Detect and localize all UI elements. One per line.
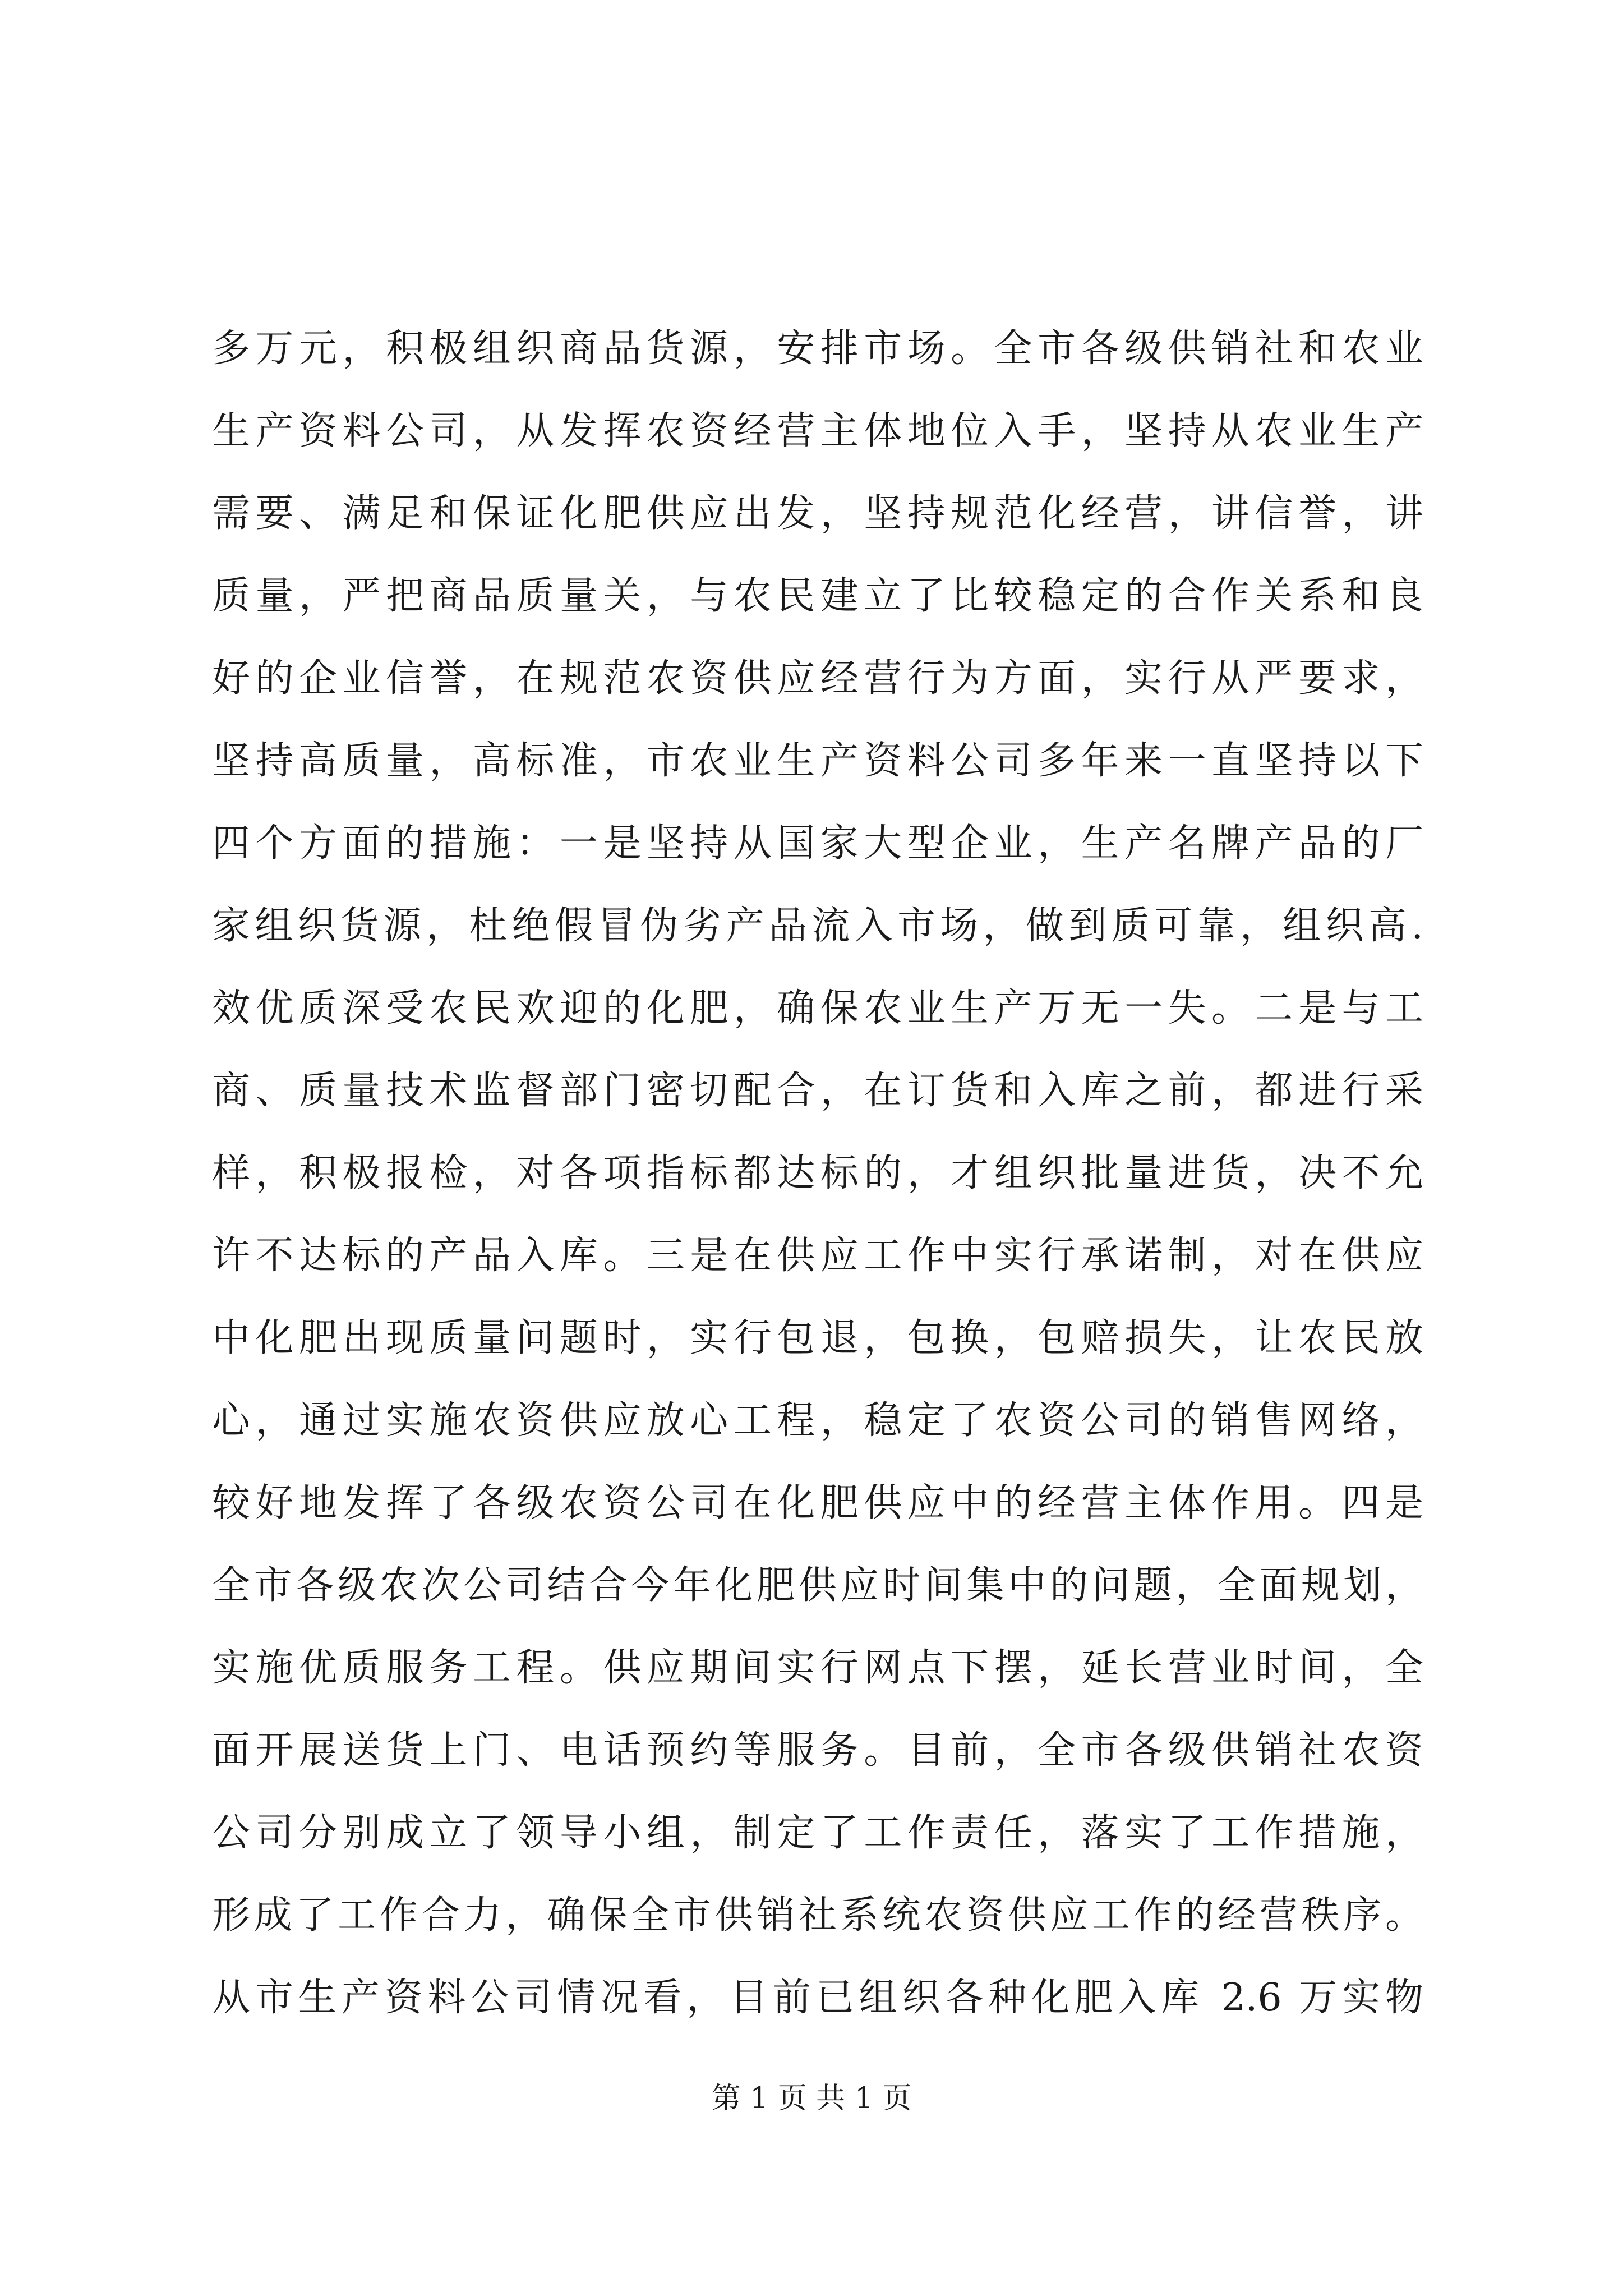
text-line: 心，通过实施农资供应放心工程，稳定了农资公司的销售网络，: [212, 1398, 1423, 1443]
text-line: 四个方面的措施：一是坚持从国家大型企业，生产名牌产品的厂: [212, 821, 1423, 866]
body-paragraph: [212, 307, 1423, 2039]
page-number-label: 第 1 页 共 1 页: [711, 2082, 912, 2115]
text-line: 质量，严把商品质量关，与农民建立了比较稳定的合作关系和良: [212, 574, 1423, 618]
text-line: 商、质量技术监督部门密切配合，在订货和入库之前，都进行采: [212, 1069, 1423, 1113]
text-line: 多万元，积极组织商品货源，安排市场。全市各级供销社和农业: [212, 326, 1423, 371]
text-line: 生产资料公司，从发挥农资经营主体地位入手，坚持从农业生产: [212, 409, 1423, 453]
text-line: 公司分别成立了领导小组，制定了工作责任，落实了工作措施，: [212, 1811, 1423, 1855]
text-line: 中化肥出现质量问题时，实行包退，包换，包赔损失，让农民放: [212, 1316, 1423, 1360]
text-line: 效优质深受农民欢迎的化肥，确保农业生产万无一失。二是与工: [212, 986, 1423, 1030]
text-line: 样，积极报检，对各项指标都达标的，才组织批量进货，决不允: [212, 1151, 1423, 1195]
text-line: 坚持高质量，高标准，市农业生产资料公司多年来一直坚持以下: [212, 739, 1423, 783]
text-line: 从市生产资料公司情况看，目前已组织各种化肥入库 2.6 万实物: [212, 1976, 1423, 2020]
text-line: 需要、满足和保证化肥供应出发，坚持规范化经营，讲信誉，讲: [212, 491, 1423, 536]
text-line: 较好地发挥了各级农资公司在化肥供应中的经营主体作用。四是: [212, 1481, 1423, 1525]
page-footer: [0, 2079, 1623, 2118]
text-line: 好的企业信誉，在规范农资供应经营行为方面，实行从严要求，: [212, 656, 1423, 701]
text-line: 全市各级农次公司结合今年化肥供应时间集中的问题，全面规划，: [212, 1563, 1423, 1608]
text-line: 许不达标的产品入库。三是在供应工作中实行承诺制，对在供应: [212, 1234, 1423, 1278]
text-line: 形成了工作合力，确保全市供销社系统农资供应工作的经营秩序。: [212, 1893, 1423, 1938]
text-line: 面开展送货上门、电话预约等服务。目前，全市各级供销社农资: [212, 1728, 1423, 1773]
text-line: 家组织货源，杜绝假冒伪劣产品流入市场，做到质可靠，组织高.: [212, 904, 1423, 948]
text-line: 实施优质服务工程。供应期间实行网点下摆，延长营业时间，全: [212, 1646, 1423, 1690]
